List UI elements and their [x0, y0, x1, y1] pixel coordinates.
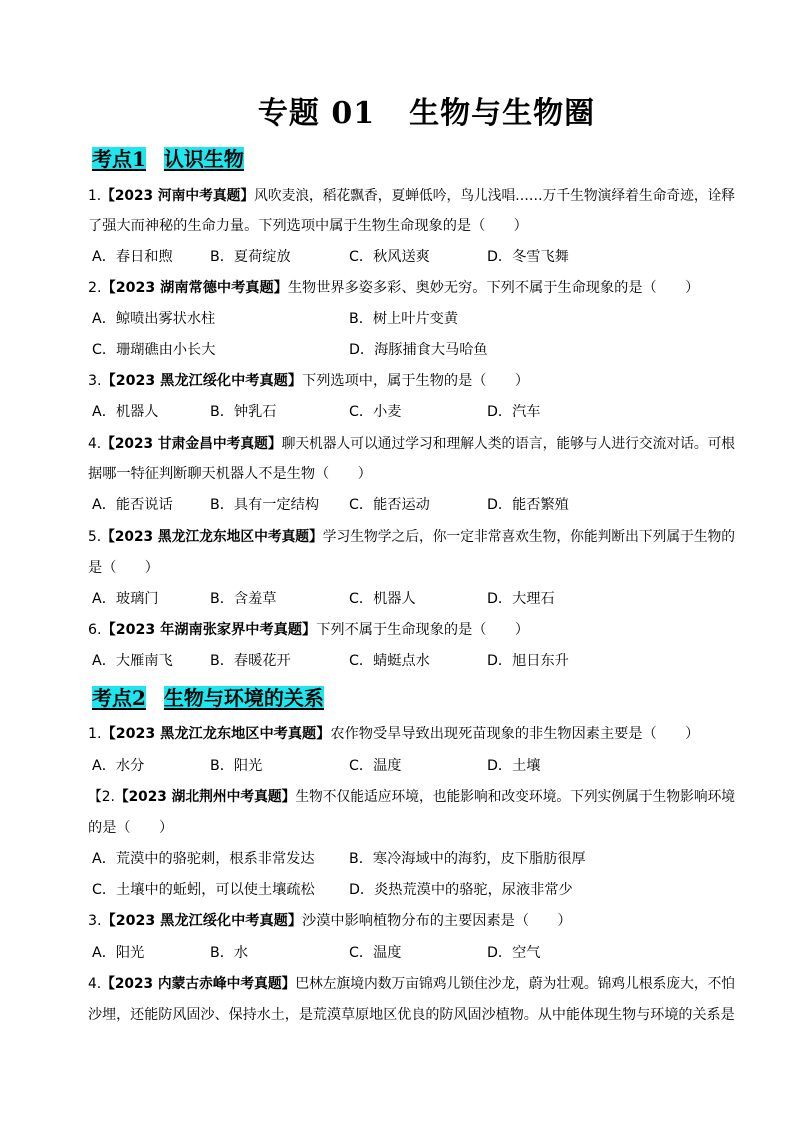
option-b: B．水 [210, 945, 249, 961]
option-b: B．树上叶片变黄 [349, 311, 459, 327]
section-label: 考点1 [92, 147, 146, 171]
option-d: D．炎热荒漠中的骆驼，尿液非常少 [349, 882, 573, 898]
option-b: B．夏荷绽放 [210, 249, 291, 265]
title-left: 专题 01 [257, 96, 376, 131]
option-c: C．温度 [349, 945, 402, 961]
page-title [0, 94, 793, 134]
option-a: A．鲸喷出雾状水柱 [92, 311, 216, 327]
question-source: 【2023 黑龙江龙东地区中考真题】 [101, 726, 331, 742]
question-source: 【2023 黑龙江绥化中考真题】 [101, 913, 303, 929]
option-c: C．温度 [349, 758, 402, 774]
option-d: D．土壤 [487, 758, 541, 774]
option-c: C．珊瑚礁由小长大 [92, 342, 216, 358]
question-1-line-2: 了强大而神秘的生命力量。下列选项中属于生物生命现象的是（ ） [88, 218, 528, 234]
option-c: C．土壤中的蚯蚓，可以使土壤疏松 [92, 882, 315, 898]
section-name: 生物与环境的关系 [163, 686, 324, 710]
s2-question-2-line-1: 【2.【2023 湖北荆州中考真题】生物不仅能适应环境，也能影响和改变环境。下列实例属于生物影响环境 [88, 789, 736, 805]
question-1-line-1: 1.【2023 河南中考真题】风吹麦浪，稻花飘香，夏蝉低吟，鸟儿浅唱……万千生物演绎着生命奇迹，诠释 [88, 188, 736, 204]
question-source: 【2023 甘肃金昌中考真题】 [101, 436, 282, 452]
option-d: D．旭日东升 [487, 653, 569, 669]
option-c: C．能否运动 [349, 497, 430, 513]
option-b: B．具有一定结构 [210, 497, 320, 513]
option-b: B．寒冷海域中的海豹，皮下脂肪很厚 [349, 851, 586, 867]
option-c: C．机器人 [349, 591, 416, 607]
question-6-line-1: 6.【2023 年湖南张家界中考真题】下列不属于生命现象的是（ ） [88, 622, 530, 638]
option-c: C．秋风送爽 [349, 249, 430, 265]
s2-question-3-line-1: 3.【2023 黑龙江绥化中考真题】沙漠中影响植物分布的主要因素是（ ） [88, 913, 572, 929]
option-a: A．阳光 [92, 945, 145, 961]
option-d: D．海豚捕食大马哈鱼 [349, 342, 488, 358]
section-name: 认识生物 [163, 147, 244, 171]
section-label: 考点2 [92, 686, 146, 710]
section-heading-2 [92, 685, 324, 711]
option-a: A．机器人 [92, 404, 159, 420]
option-a: A．水分 [92, 758, 145, 774]
question-4-line-1: 4.【2023 甘肃金昌中考真题】聊天机器人可以通过学习和理解人类的语言，能够与人进行交流对话。可根 [88, 436, 736, 452]
question-source: 【2023 年湖南张家界中考真题】 [101, 622, 317, 638]
option-b: B．春暖花开 [210, 653, 291, 669]
question-source: 【2023 黑龙江绥化中考真题】 [101, 373, 303, 389]
option-b: B．钟乳石 [210, 404, 277, 420]
section-heading-1 [92, 146, 244, 172]
question-5-line-1: 5.【2023 黑龙江龙东地区中考真题】学习生物学之后，你一定非常喜欢生物，你能判断出下列属于生物的 [88, 529, 736, 545]
option-c: C．蜻蜓点水 [349, 653, 430, 669]
option-d: D．能否繁殖 [487, 497, 569, 513]
option-d: D．空气 [487, 945, 541, 961]
question-source: 【2023 河南中考真题】 [101, 188, 255, 204]
question-source: 【2023 湖南常德中考真题】 [101, 280, 288, 296]
option-d: D．大理石 [487, 591, 555, 607]
option-a: A．荒漠中的骆驼刺，根系非常发达 [92, 851, 315, 867]
option-c: C．小麦 [349, 404, 402, 420]
question-source: 【2023 内蒙古赤峰中考真题】 [101, 976, 296, 992]
s2-question-4-line-1: 4.【2023 内蒙古赤峰中考真题】巴林左旗境内数万亩锦鸡儿锁住沙龙，蔚为壮观。锦鸡儿根系庞大，不怕 [88, 976, 736, 992]
question-2-line-1: 2.【2023 湖南常德中考真题】生物世界多姿多彩、奥妙无穷。下列不属于生命现象的是（ ） [88, 280, 700, 296]
option-d: D．汽车 [487, 404, 541, 420]
option-a: A．能否说话 [92, 497, 173, 513]
question-3-line-1: 3.【2023 黑龙江绥化中考真题】下列选项中，属于生物的是（ ） [88, 373, 530, 389]
s2-question-4-line-2: 沙埋，还能防风固沙、保持水土，是荒漠草原地区优良的防风固沙植物。从中能体现生物与环境的关系是 [88, 1007, 735, 1023]
title-right: 生物与生物圈 [409, 96, 596, 131]
question-5-line-2: 是（ ） [88, 560, 159, 576]
option-d: D．冬雪飞舞 [487, 249, 569, 265]
option-a: A．玻璃门 [92, 591, 159, 607]
option-b: B．含羞草 [210, 591, 277, 607]
option-b: B．阳光 [210, 758, 263, 774]
question-source: 【2023 黑龙江龙东地区中考真题】 [101, 529, 323, 545]
s2-question-1-line-1: 1.【2023 黑龙江龙东地区中考真题】农作物受旱导致出现死苗现象的非生物因素主要是（ ） [88, 726, 700, 742]
option-a: A．春日和煦 [92, 249, 173, 265]
option-a: A．大雁南飞 [92, 653, 173, 669]
question-4-line-2: 据哪一特征判断聊天机器人不是生物（ ） [88, 466, 372, 482]
s2-question-2-line-2: 的是（ ） [88, 820, 174, 836]
question-source: 【2023 湖北荆州中考真题】 [114, 789, 296, 805]
